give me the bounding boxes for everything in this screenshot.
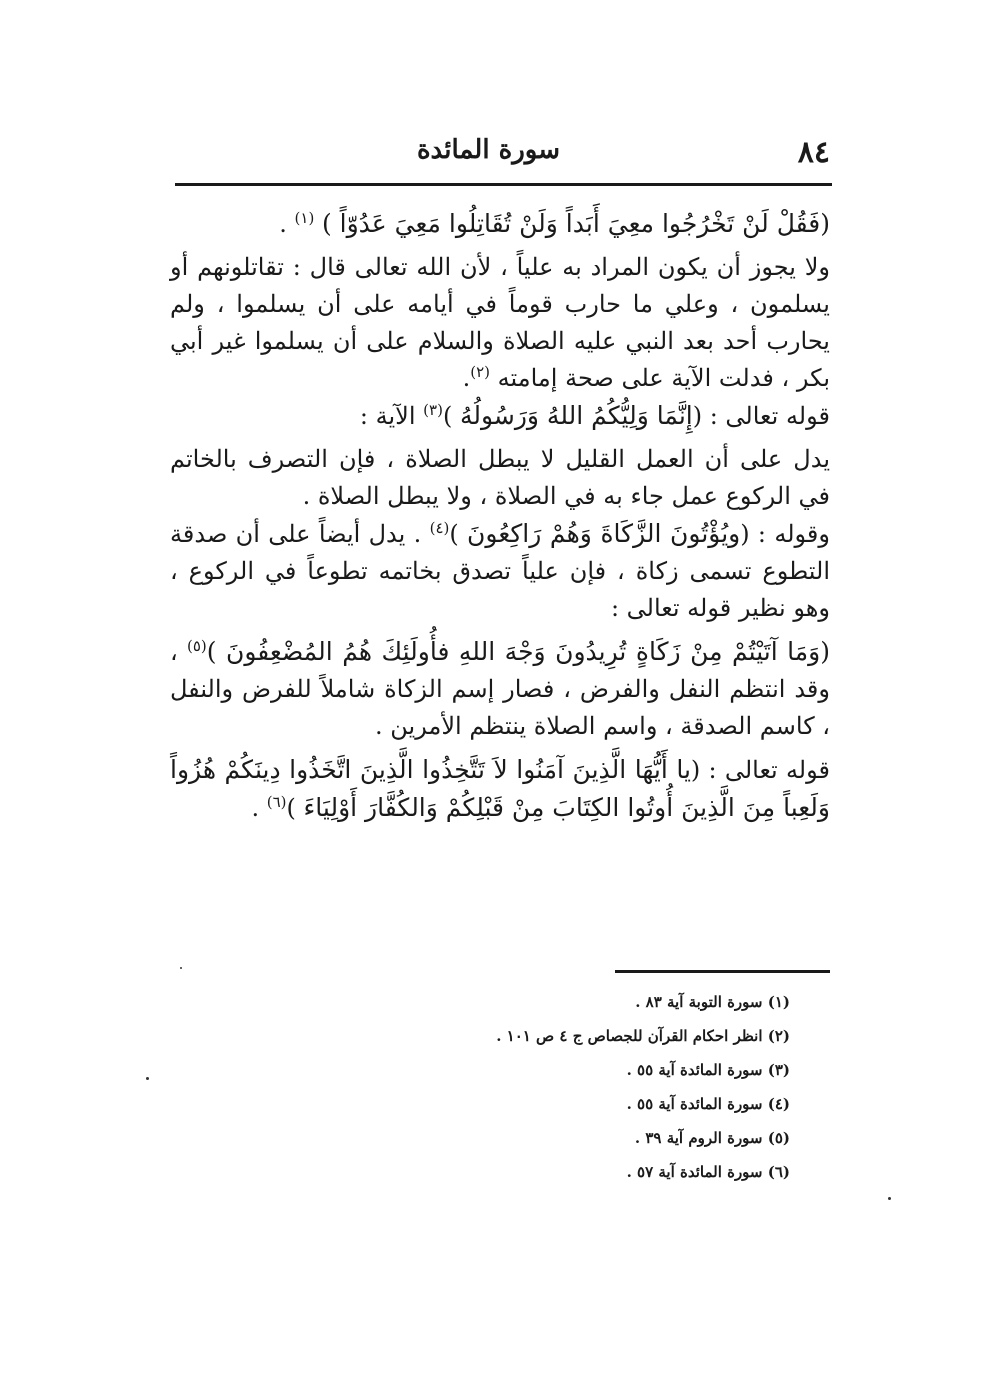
verse-intro: وقوله : ( [740, 520, 830, 548]
paragraph-text: ولا يجوز أن يكون المراد به علياً ، لأن الله تعالى قال : تقاتلونهم أو يسلمون ، وعلي ما حارب قوماً في أيامه على أن يسلموا ، ولم يحارب أحد بعد النبي عليه الصلاة والسلام على أن يسلموا غير أبي بكر ، فدلت الآية على صحة إمامته [170, 253, 830, 392]
sentence-end: . [251, 794, 260, 822]
footnote-1: (١) سورة التوبة آية ٨٣ . [635, 993, 790, 1011]
quran-verse: (فَقُلْ لَنْ تَخْرُجُوا معِيَ أَبَداً وَلَنْ تُقَاتِلُوا مَعِيَ عَدُوّاً ) [321, 209, 830, 238]
footnote-5: (٥) سورة الروم آية ٣٩ . [634, 1129, 790, 1147]
verse-intro: قوله تعالى : ( [690, 756, 830, 784]
scan-speck [180, 967, 182, 969]
footnote-2: (٢) انظر احكام القرآن للجصاص ج ٤ ص ١٠١ . [496, 1027, 790, 1045]
paragraph-7 [170, 751, 830, 827]
quran-verse: يا أَيُّهَا الَّذِينَ آمَنُوا لاَ تَتَّخِذُوا الَّذِينَ اتَّخَذُوا دِينَكُمْ هُزُواً وَلَعِباً مِنَ الَّذِينَ أُوتُوا الكِتَابَ مِنْ قَبْلِكُمْ وَالكُفَّارَ أَوْلِيَاءَ [170, 755, 830, 822]
footnote-ref: (٥) [186, 637, 207, 655]
page-number: ٨٤ [797, 135, 830, 170]
paragraph-text: . يدل أيضاً على أن صدقة التطوع تسمى زكاة ، فإن علياً تصدق بخاتمه تطوعاً في الركوع ، وهو نظير قوله تعالى : [170, 520, 830, 622]
footnotes [400, 985, 790, 1189]
verse-close: ) [442, 402, 453, 430]
quran-verse: ويُؤْتُونَ الزَّكَاةَ وَهُمْ رَاكِعُونَ [467, 519, 741, 548]
paragraph-text: يدل على أن العمل القليل لا يبطل الصلاة ، فإن التصرف بالخاتم في الركوع عمل جاء به في الصلاة ، ولا يبطل الصلاة . [170, 445, 830, 510]
verse-close: ) [449, 520, 459, 548]
paragraph-1 [170, 205, 830, 243]
footnote-ref: (٦) [266, 793, 287, 811]
footnote-4: (٤) سورة المائدة آية ٥٥ . [626, 1095, 790, 1113]
paragraph-2 [170, 249, 830, 397]
footnote-6: (٦) سورة المائدة آية ٥٧ . [626, 1163, 790, 1181]
quran-verse: إِنَّمَا وَلِيُّكُمُ اللهُ وَرَسُولُهُ [459, 401, 693, 430]
running-title: سورة المائدة [416, 135, 560, 165]
paragraph-text: ، وقد انتظم النفل والفرض ، فصار إسم الزكاة شاملاً للفرض والنفل ، كاسم الصدقة ، واسم الصلاة ينتظم الأمرين . [170, 638, 830, 740]
verse-intro: قوله تعالى : ( [692, 402, 830, 430]
footnote-ref: (٤) [429, 519, 450, 537]
footnote-rule [615, 970, 830, 973]
scan-speck [888, 1197, 891, 1200]
sentence-end: . [279, 210, 287, 238]
verse-suffix: الآية : [359, 402, 416, 430]
paragraph-4 [170, 441, 830, 515]
sentence-end: . [462, 364, 471, 392]
footnote-ref: (١) [294, 209, 315, 227]
quran-verse: (وَمَا آتَيْتُمْ مِنْ زَكَاةٍ تُرِيدُونَ وَجْهَ اللهِ فأُولَئِكَ هُمُ المُضْعِفُونَ ) [206, 637, 830, 666]
scan-speck [146, 1077, 149, 1080]
verse-close: ) [286, 794, 296, 822]
main-text [170, 205, 830, 827]
footnote-3: (٣) سورة المائدة آية ٥٥ . [626, 1061, 790, 1079]
paragraph-3 [170, 397, 830, 435]
paragraph-6 [170, 633, 830, 745]
paragraph-5 [170, 515, 830, 627]
footnote-ref: (٢) [470, 363, 490, 381]
page-header [180, 125, 830, 185]
footnote-ref: (٣) [423, 401, 443, 419]
header-rule [175, 183, 832, 186]
